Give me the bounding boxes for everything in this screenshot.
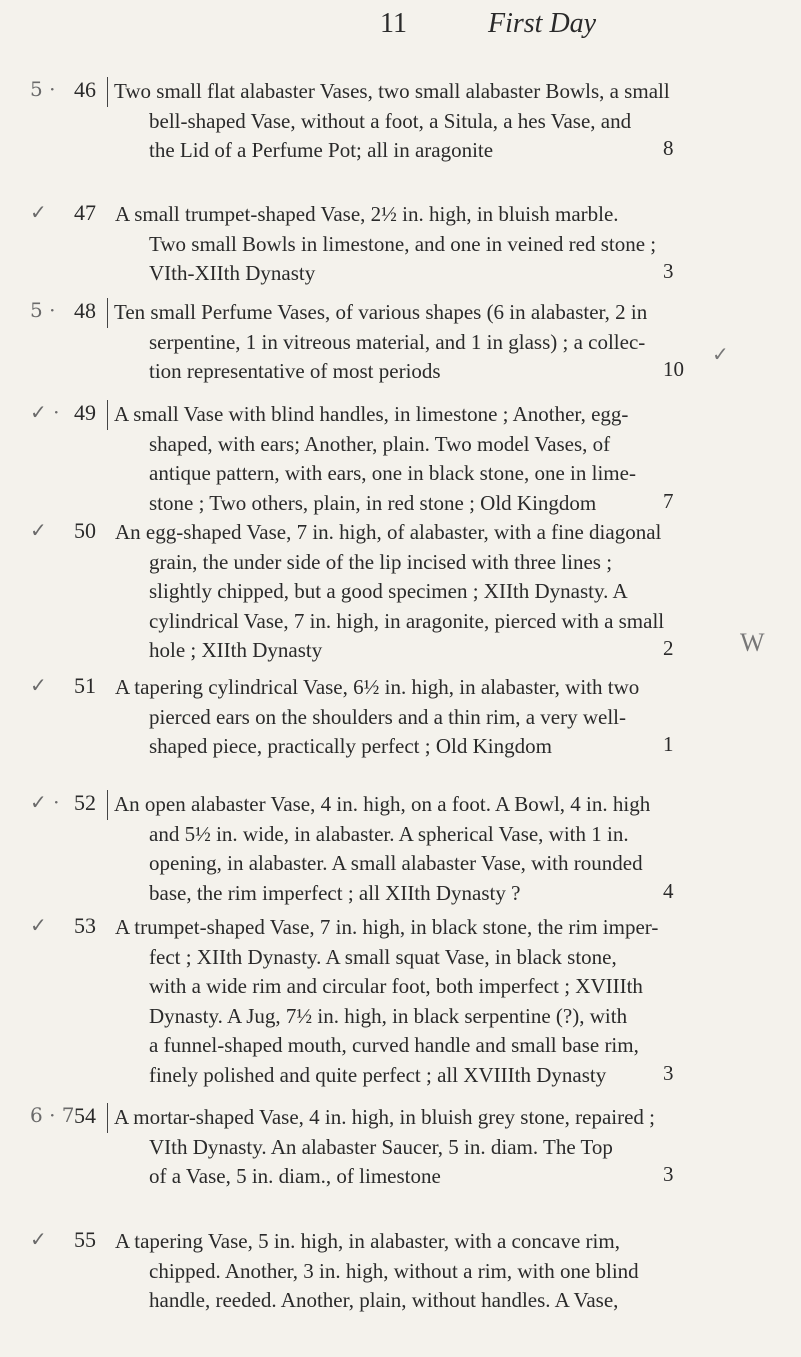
- margin-annotation: ✓: [30, 673, 47, 697]
- margin-annotation: ✓ ·: [30, 400, 60, 424]
- lot-number: 50: [74, 518, 96, 543]
- lot-line: A mortar-shaped Vase, 4 in. high, in bluish grey stone, repaired ;: [107, 1103, 675, 1133]
- lot-price: 10: [663, 357, 684, 381]
- lot-line: pierced ears on the shoulders and a thin rim, a very well-: [149, 704, 627, 729]
- lot-line: slightly chipped, but a good specimen ; XIIth Dynasty. A: [149, 579, 628, 603]
- margin-annotation: ✓: [30, 1227, 47, 1251]
- lot-line: a funnel-shaped mouth, curved handle and small base rim,: [149, 1033, 639, 1057]
- lot-line: opening, in alabaster. A small alabaster Vase, with rounded: [149, 851, 643, 875]
- lot-line: cylindrical Vase, 7 in. high, in aragonite, pierced with a small: [149, 608, 665, 633]
- lot-line: of a Vase, 5 in. diam., of limestone: [149, 1164, 441, 1188]
- margin-mark-w: W: [740, 628, 765, 657]
- lot-price: 3: [663, 259, 674, 283]
- lot-line: A tapering cylindrical Vase, 6½ in. high, in alabaster, with two: [115, 675, 640, 699]
- margin-annotation: ✓: [30, 518, 47, 542]
- lot-number: 53: [74, 913, 96, 938]
- lot-line: the Lid of a Perfume Pot; all in aragonite: [149, 138, 494, 162]
- lot-price: 4: [663, 878, 674, 903]
- lot-description: [115, 913, 675, 1090]
- lot-line: hole ; XIIth Dynasty: [149, 638, 323, 662]
- lot-description: [115, 673, 675, 762]
- lot-number: 48: [74, 298, 96, 323]
- lot-line: bell-shaped Vase, without a foot, a Situla, a hes Vase, and: [149, 108, 632, 133]
- lot-description: [115, 77, 675, 166]
- lot-description: [115, 518, 675, 666]
- lot-line: tion representative of most periods: [149, 359, 441, 383]
- lot-number: 49: [74, 400, 96, 425]
- lot-price: 3: [663, 1162, 674, 1186]
- lot-description: [115, 1227, 675, 1316]
- lot-description: [115, 200, 675, 289]
- lot-description: [115, 298, 675, 387]
- lot-line: A small Vase with blind handles, in limestone ; Another, egg-: [107, 400, 675, 430]
- lot-line: shaped piece, practically perfect ; Old Kingdom: [149, 734, 552, 758]
- lot-line: An open alabaster Vase, 4 in. high, on a foot. A Bowl, 4 in. high: [107, 790, 675, 820]
- margin-annotation: ✓: [30, 913, 47, 937]
- margin-annotation: ✓ ·: [30, 790, 60, 814]
- lot-number: 54: [74, 1103, 96, 1128]
- lot-line: grain, the under side of the lip incised with three lines ;: [149, 549, 613, 574]
- lot-number: 55: [74, 1227, 96, 1252]
- lot-number: 51: [74, 673, 96, 698]
- margin-annotation: ✓: [30, 200, 47, 224]
- margin-annotation: 5 ·: [30, 77, 56, 101]
- lot-line: A trumpet-shaped Vase, 7 in. high, in black stone, the rim imper-: [115, 915, 659, 939]
- lot-line: stone ; Two others, plain, in red stone ; Old Kingdom: [149, 490, 597, 515]
- margin-annotation: 6 · 7: [30, 1103, 75, 1127]
- lot-line: An egg-shaped Vase, 7 in. high, of alabaster, with a fine diagonal: [115, 520, 662, 544]
- lot-line: VIth Dynasty. An alabaster Saucer, 5 in. diam. The Top: [149, 1134, 613, 1159]
- lot-description: [115, 1103, 675, 1192]
- lot-line: handle, reeded. Another, plain, without handles. A Vase,: [149, 1288, 619, 1312]
- page-header: [0, 8, 801, 48]
- lot-line: Dynasty. A Jug, 7½ in. high, in black serpentine (?), with: [149, 1003, 628, 1028]
- lot-price: 1: [663, 732, 674, 756]
- lot-price: 2: [663, 636, 674, 660]
- lot-line: Two small flat alabaster Vases, two small alabaster Bowls, a small: [107, 77, 675, 107]
- lot-line: serpentine, 1 in vitreous material, and 1 in glass) ; a collec-: [149, 329, 646, 354]
- margin-mark-check: ✓: [712, 344, 729, 366]
- lot-price: 3: [663, 1060, 674, 1085]
- margin-annotation: 5 ·: [30, 298, 56, 322]
- lot-line: VIth-XIIth Dynasty: [149, 261, 316, 285]
- lot-line: finely polished and quite perfect ; all XVIIIth Dynasty: [149, 1062, 607, 1087]
- lot-line: base, the rim imperfect ; all XIIth Dynasty ?: [149, 880, 521, 905]
- lot-price: 8: [663, 136, 674, 160]
- lot-line: Two small Bowls in limestone, and one in veined red stone ;: [149, 231, 657, 256]
- lot-line: and 5½ in. wide, in alabaster. A spherical Vase, with 1 in.: [149, 821, 629, 846]
- lot-number: 52: [74, 790, 96, 815]
- lot-line: shaped, with ears; Another, plain. Two model Vases, of: [149, 431, 611, 456]
- lot-price: 7: [663, 488, 674, 513]
- lot-description: [115, 790, 675, 908]
- lot-line: A tapering Vase, 5 in. high, in alabaster, with a concave rim,: [115, 1229, 620, 1253]
- lot-line: Ten small Perfume Vases, of various shapes (6 in alabaster, 2 in: [107, 298, 675, 328]
- lot-line: with a wide rim and circular foot, both imperfect ; XVIIIth: [149, 974, 643, 998]
- lot-line: A small trumpet-shaped Vase, 2½ in. high, in bluish marble.: [115, 202, 619, 226]
- running-title: First Day: [488, 8, 597, 39]
- lot-line: antique pattern, with ears, one in black stone, one in lime-: [149, 461, 636, 485]
- page-number: 11: [380, 8, 407, 39]
- lot-line: chipped. Another, 3 in. high, without a rim, with one blind: [149, 1258, 639, 1283]
- lot-line: fect ; XIIth Dynasty. A small squat Vase, in black stone,: [149, 944, 617, 969]
- lot-number: 47: [74, 200, 96, 225]
- lot-description: [115, 400, 675, 518]
- lot-number: 46: [74, 77, 96, 102]
